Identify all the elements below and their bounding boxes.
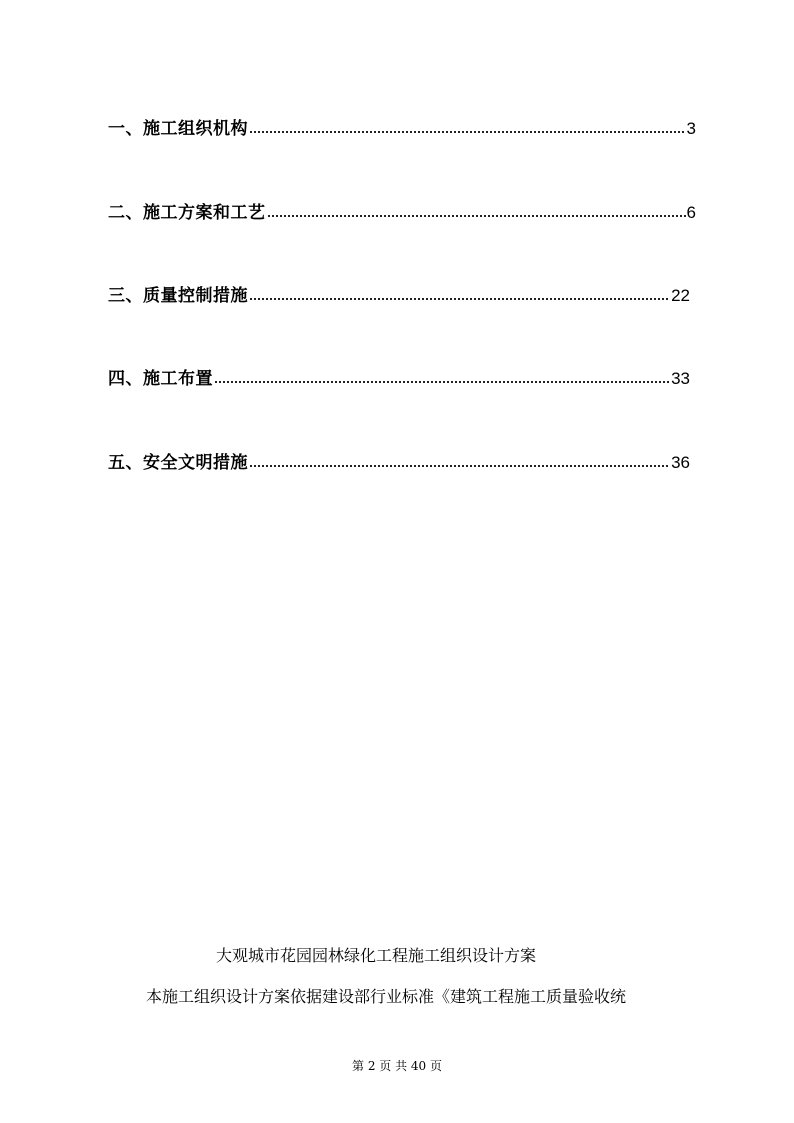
paragraph-line: 本施工组织设计方案依据建设部行业标准《建筑工程施工质量验收统	[146, 987, 627, 1006]
toc-page-number: 22	[671, 286, 690, 305]
toc-leader-dots	[249, 130, 686, 134]
toc-entry-3[interactable]	[108, 281, 690, 307]
page-footer: 第 2 页 共 40 页	[352, 1059, 442, 1073]
toc-leader-dots	[214, 380, 670, 384]
toc-leader-dots	[267, 214, 686, 218]
toc-entry-4[interactable]	[108, 364, 690, 390]
toc-leader-dots	[249, 297, 670, 301]
toc-leader-dots	[249, 464, 670, 468]
toc-page-number: 6	[686, 203, 696, 222]
toc-entry-2[interactable]	[108, 198, 696, 224]
toc-title: 三、质量控制措施	[108, 286, 248, 306]
toc-title: 五、安全文明措施	[108, 453, 248, 473]
toc-title: 一、施工组织机构	[108, 119, 248, 139]
toc-entry-5[interactable]	[108, 448, 690, 474]
toc-entry-1[interactable]	[108, 114, 696, 140]
toc-title: 二、施工方案和工艺	[108, 203, 266, 223]
toc-page-number: 36	[671, 453, 690, 472]
toc-title: 四、施工布置	[108, 369, 213, 389]
toc-page-number: 33	[671, 369, 690, 388]
toc-page-number: 3	[686, 119, 696, 138]
document-title-line: 大观城市花园园林绿化工程施工组织设计方案	[216, 946, 537, 965]
